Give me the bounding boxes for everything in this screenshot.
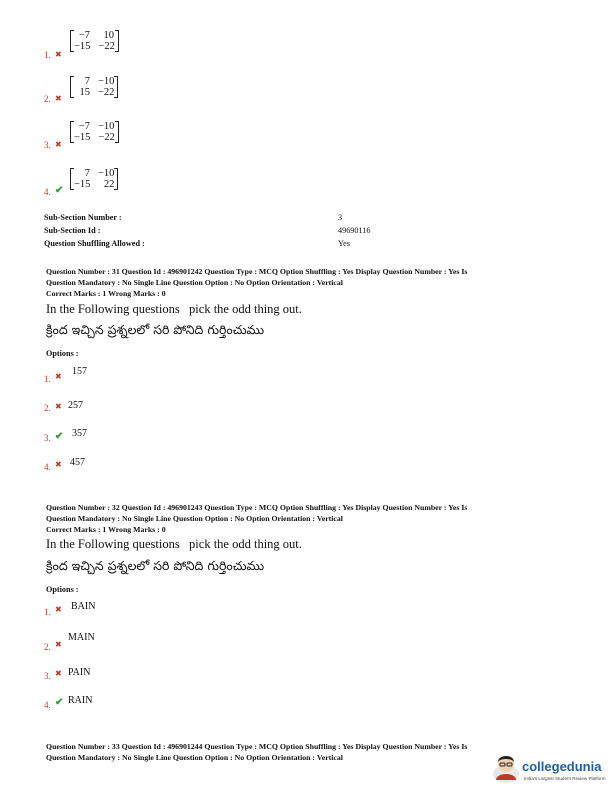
- question-text-telugu: క్రింద ఇచ్చిన ప్రశ్నలలో సరి పోనిది గుర్తించుము: [46, 322, 265, 337]
- option-text: RAIN: [68, 695, 93, 706]
- question-33-header: [46, 741, 566, 763]
- matrix: [70, 30, 119, 52]
- question-header-line: Question Mandatory : No Single Line Question Option : No Option Orientation : Vertical: [46, 278, 343, 287]
- wrong-icon: ✖: [55, 50, 62, 59]
- matrix: [70, 168, 118, 190]
- wrong-icon: ✖: [55, 402, 62, 411]
- wrong-icon: ✖: [55, 640, 62, 649]
- option-number: 3.: [44, 433, 51, 443]
- options-label: Options :: [46, 585, 79, 594]
- matrix: [70, 76, 118, 98]
- matrix-cell: 15: [79, 87, 90, 98]
- option-number: 3.: [44, 140, 51, 150]
- option-text: 357: [72, 428, 87, 439]
- option-number: 4.: [44, 462, 51, 472]
- question-text-english: In the Following questions pick the odd thing out.: [46, 537, 302, 551]
- matrix-option-3: [44, 121, 115, 150]
- matrix-option-2: [44, 76, 115, 104]
- question-header-line: Question Number : 31 Question Id : 496901242 Question Type : MCQ Option Shuffling : Yes Display Question Number : Yes Is: [46, 267, 468, 276]
- wrong-icon: ✖: [55, 460, 62, 469]
- question-marks: Correct Marks : 1 Wrong Marks : 0: [46, 525, 166, 534]
- option-text: PAIN: [68, 667, 91, 678]
- question-text-telugu: క్రింద ఇచ్చిన ప్రశ్నలలో సరి పోనిది గుర్తించుము: [46, 558, 265, 573]
- wrong-icon: ✖: [55, 372, 62, 381]
- option-number: 2.: [44, 94, 51, 104]
- subsection-id-label: Sub-Section Id :: [44, 226, 101, 235]
- student-avatar-icon: [490, 750, 522, 784]
- matrix-cell: −15: [74, 179, 91, 190]
- matrix-cell: −22: [98, 132, 115, 143]
- matrix-cell: 7: [84, 168, 90, 179]
- matrix-option-4: [44, 168, 115, 197]
- matrix-cell: 7: [84, 76, 90, 87]
- wrong-icon: ✖: [55, 140, 62, 149]
- question-marks: Correct Marks : 1 Wrong Marks : 0: [46, 289, 166, 298]
- check-icon: ✔: [55, 431, 64, 442]
- matrix-option-1: [44, 30, 115, 60]
- question-header-line: Question Mandatory : No Single Line Question Option : No Option Orientation : Vertical: [46, 514, 343, 523]
- check-icon: ✔: [55, 185, 64, 196]
- subsection-number-value: 3: [338, 213, 343, 222]
- matrix-cell: −15: [74, 41, 91, 52]
- question-header-line: Question Number : 33 Question Id : 496901244 Question Type : MCQ Option Shuffling : Yes Display Question Number : Yes Is: [46, 742, 468, 751]
- option-number: 4.: [44, 700, 51, 710]
- question-text-english: In the Following questions pick the odd thing out.: [46, 302, 302, 316]
- wrong-icon: ✖: [55, 605, 62, 614]
- subsection-id-value: 49690116: [338, 226, 371, 235]
- subsection-number-label: Sub-Section Number :: [44, 213, 122, 222]
- matrix-cell: −10: [98, 121, 115, 132]
- matrix: [70, 121, 119, 143]
- option-number: 3.: [44, 671, 51, 681]
- matrix-cell: −10: [98, 168, 115, 179]
- matrix-cell: −7: [78, 30, 90, 41]
- matrix-cell: −7: [78, 121, 90, 132]
- option-number: 1.: [44, 50, 51, 60]
- option-number: 1.: [44, 607, 51, 617]
- question-header-line: Question Mandatory : No Single Line Question Option : No Option Orientation : Vertical: [46, 753, 343, 762]
- question-header: [46, 502, 566, 535]
- matrix-cell: −15: [74, 132, 91, 143]
- shuffle-value: Yes: [338, 239, 350, 248]
- question-header: [46, 266, 566, 299]
- collegedunia-logo[interactable]: [490, 750, 608, 790]
- matrix-cell: 10: [103, 30, 114, 41]
- option-number: 4.: [44, 187, 51, 197]
- option-text: BAIN: [71, 601, 96, 612]
- options-label: Options :: [46, 349, 79, 358]
- matrix-cell: 22: [103, 179, 115, 190]
- brand-name: collegedunia: [522, 759, 602, 774]
- option-number: 1.: [44, 374, 51, 384]
- matrix-cell: −22: [98, 41, 115, 52]
- brand-tagline: India's Largest Student Review Platform: [524, 776, 606, 781]
- option-text: MAIN: [68, 632, 95, 643]
- option-text: 257: [68, 400, 83, 411]
- shuffle-label: Question Shuffling Allowed :: [44, 239, 145, 248]
- question-header-line: Question Number : 32 Question Id : 496901243 Question Type : MCQ Option Shuffling : Yes Display Question Number : Yes Is: [46, 503, 468, 512]
- check-icon: ✔: [55, 697, 64, 708]
- wrong-icon: ✖: [55, 94, 62, 103]
- option-text: 157: [72, 366, 87, 377]
- option-number: 2.: [44, 403, 51, 413]
- matrix-cell: −22: [98, 87, 115, 98]
- wrong-icon: ✖: [55, 669, 62, 678]
- option-text: 457: [70, 457, 85, 468]
- option-number: 2.: [44, 642, 51, 652]
- matrix-cell: −10: [98, 76, 115, 87]
